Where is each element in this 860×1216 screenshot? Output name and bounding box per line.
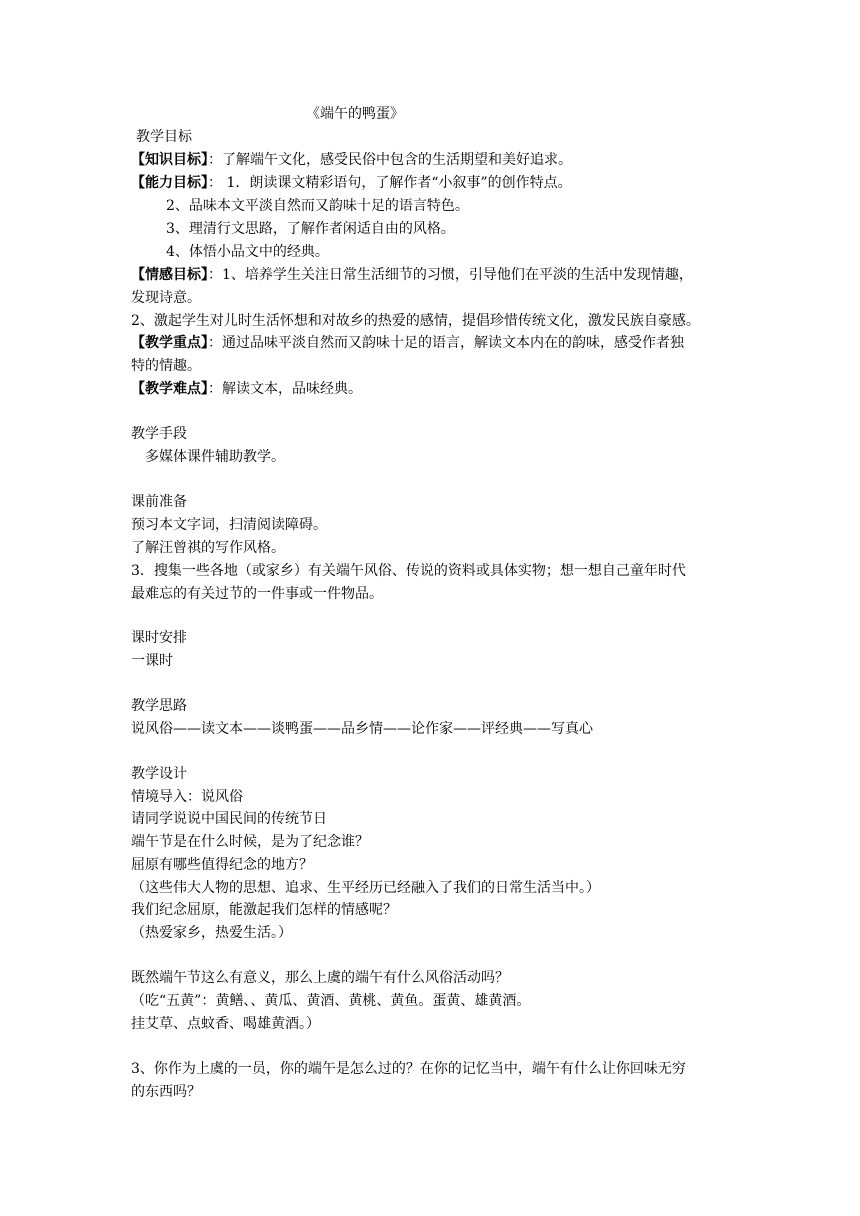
design-line-1: 情境导入：说风俗 <box>131 789 243 805</box>
difficulty-tag: 【教学难点】 <box>131 381 208 397</box>
design-line-5: （这些伟大人物的思想、追求、生平经历已经融入了我们的日常生活当中。） <box>131 880 600 896</box>
key-tag: 【教学重点】 <box>131 335 208 351</box>
prep-heading: 课前准备 <box>131 494 187 510</box>
knowledge-text: ：了解端午文化，感受民俗中包含的生活期望和美好追求。 <box>208 152 572 168</box>
emotion-text-2: 2、激起学生对儿时生活怀想和对故乡的热爱的感情，提倡珍惜传统文化，激发民族自豪感。 <box>131 313 700 329</box>
key-text-a: ：通过品味平淡自然而又韵味十足的语言，解读文本内在的韵味，感受作者独 <box>208 335 684 351</box>
ability-text-2: 2、品味本文平淡自然而又韵味十足的语言特色。 <box>166 198 469 214</box>
difficulty-point <box>131 378 741 400</box>
emotion-text-1a: ：1、培养学生关注日常生活细节的习惯，引导他们在平淡的生活中发现情趣， <box>208 267 693 283</box>
design-line-8: 既然端午节这么有意义，那么上虞的端午有什么风俗活动吗？ <box>131 970 509 986</box>
design-line-11b: 的东西吗？ <box>131 1084 201 1100</box>
knowledge-objective <box>131 149 741 171</box>
document-title: 《端午的鸭蛋》 <box>306 106 404 122</box>
emotion-text-1b: 发现诗意。 <box>131 290 201 306</box>
schedule-heading: 课时安排 <box>131 630 187 646</box>
thinking-heading: 教学思路 <box>131 698 187 714</box>
means-text: 多媒体课件辅助教学。 <box>145 449 285 465</box>
ability-objective <box>131 172 741 194</box>
design-line-4: 屈原有哪些值得纪念的地方？ <box>131 857 313 873</box>
design-line-10: 挂艾草、点蚊香、喝雄黄酒。） <box>131 1016 320 1032</box>
ability-text-4: 4、体悟小品文中的经典。 <box>166 244 329 260</box>
means-heading: 教学手段 <box>131 426 187 442</box>
design-line-2: 请同学说说中国民间的传统节日 <box>131 811 327 827</box>
difficulty-text: ：解读文本，品味经典。 <box>208 381 362 397</box>
prep-item-2: 了解汪曾祺的写作风格。 <box>131 540 285 556</box>
design-heading: 教学设计 <box>131 766 187 782</box>
schedule-text: 一课时 <box>131 653 173 669</box>
ability-text-3: 3、理清行文思路，了解作者闲适自由的风格。 <box>166 221 455 237</box>
knowledge-tag: 【知识目标】 <box>131 152 208 168</box>
design-line-11a: 3、你作为上虞的一员，你的端午是怎么过的？在你的记忆当中，端午有什么让你回味无穷 <box>131 1061 686 1077</box>
emotion-tag: 【情感目标】 <box>131 267 208 283</box>
design-line-7: （热爱家乡，热爱生活。） <box>131 925 292 941</box>
design-line-3: 端午节是在什么时候，是为了纪念谁？ <box>131 834 369 850</box>
key-text-b: 特的情趣。 <box>131 358 201 374</box>
design-line-6: 我们纪念屈原，能激起我们怎样的情感呢？ <box>131 902 397 918</box>
key-point <box>131 332 741 354</box>
thinking-text: 说风俗——读文本——谈鸭蛋——品乡情——论作家——评经典——写真心 <box>131 721 593 737</box>
prep-item-1: 预习本文字词，扫清阅读障碍。 <box>131 517 327 533</box>
design-line-9: （吃“五黄”：黄鳝、、黄瓜、黄酒、黄桃、黄鱼。蛋黄、雄黄酒。 <box>131 993 531 1009</box>
prep-item-3b: 最难忘的有关过节的一件事或一件物品。 <box>131 586 383 602</box>
ability-text-1: ： 1．朗读课文精彩语句，了解作者“小叙事”的创作特点。 <box>208 175 572 191</box>
emotion-objective <box>131 264 741 286</box>
ability-tag: 【能力目标】 <box>131 175 208 191</box>
objectives-heading: 教学目标 <box>136 129 192 145</box>
prep-item-3a: 3．搜集一些各地（或家乡）有关端午风俗、传说的资料或具体实物；想一想自己童年时代 <box>131 563 686 579</box>
